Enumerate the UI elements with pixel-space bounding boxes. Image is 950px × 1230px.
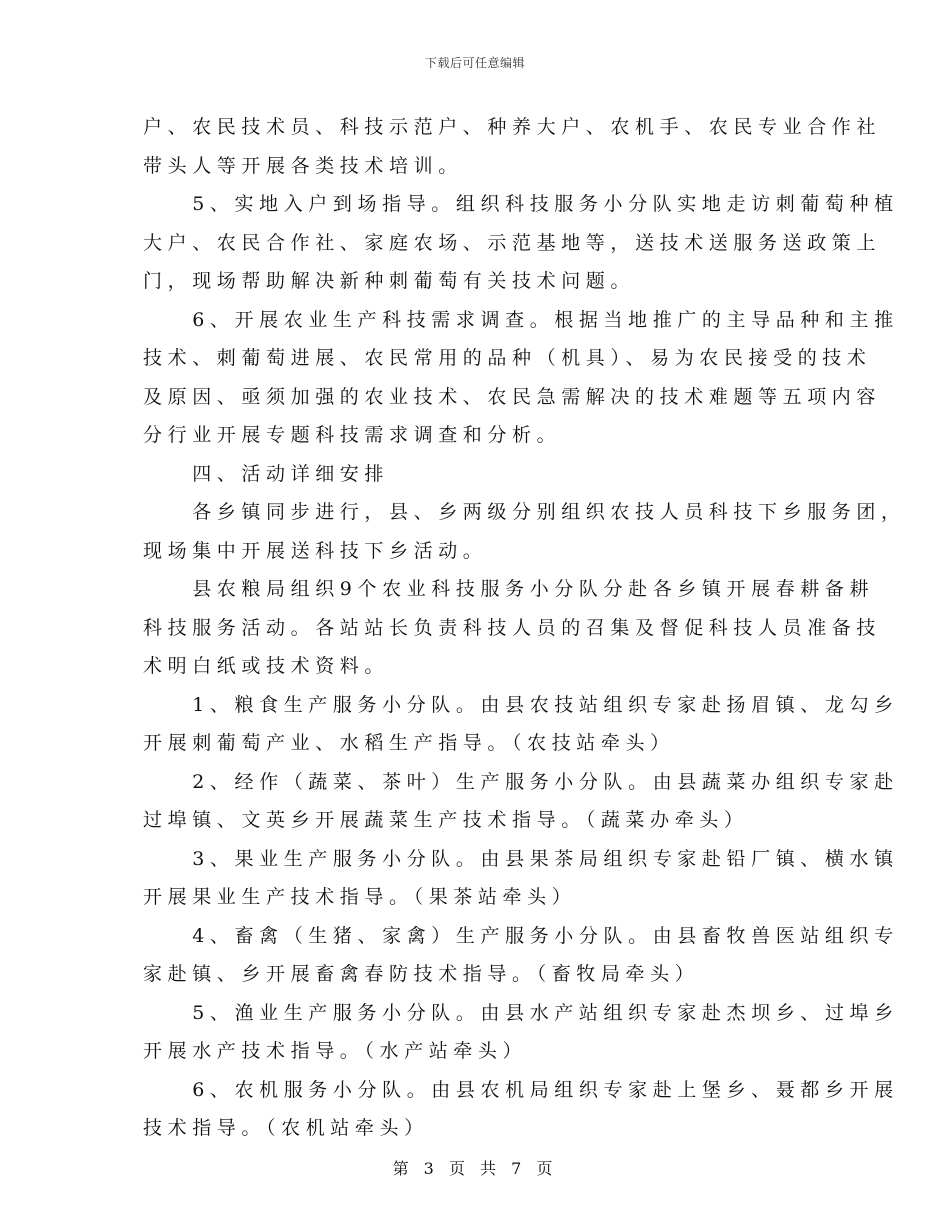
text-line: 门，现场帮助解决新种刺葡萄有关技术问题。 bbox=[143, 270, 636, 292]
text-line: 过埠镇、文英乡开展蔬菜生产技术指导。（蔬菜办牵头） bbox=[143, 809, 749, 831]
text-line: 6、开展农业生产科技需求调查。根据当地推广的主导品种和主推 bbox=[143, 308, 899, 331]
text-line: 1、粮食生产服务小分队。由县农技站组织专家赴扬眉镇、龙勾乡 bbox=[143, 693, 899, 716]
text-line: 6、农机服务小分队。由县农机局组织专家赴上堡乡、聂都乡开展 bbox=[143, 1078, 899, 1101]
text-line: 科技服务活动。各站站长负责科技人员的召集及督促科技人员准备技 bbox=[143, 616, 882, 639]
text-line: 技术、刺葡萄进展、农民常用的品种（机具）、易为农民接受的技术 bbox=[143, 347, 872, 369]
section-heading: 四、活动详细安排 bbox=[143, 462, 390, 485]
text-line: 家赴镇、乡开展畜禽春防技术指导。（畜牧局牵头） bbox=[143, 963, 700, 985]
text-line: 开展果业生产技术指导。（果茶站牵头） bbox=[143, 886, 577, 908]
text-line: 户、农民技术员、科技示范户、种养大户、农机手、农民专业合作社 bbox=[143, 116, 882, 138]
text-line: 各乡镇同步进行，县、乡两级分别组织农技人员科技下乡服务团， bbox=[143, 501, 906, 523]
text-line: 开展刺葡萄产业、水稻生产指导。（农技站牵头） bbox=[143, 732, 675, 754]
text-line: 3、果业生产服务小分队。由县果茶局组织专家赴铅厂镇、横水镇 bbox=[143, 847, 899, 870]
text-line: 现场集中开展送科技下乡活动。 bbox=[143, 539, 488, 562]
text-line: 4、畜禽（生猪、家禽）生产服务小分队。由县畜牧兽医站组织专 bbox=[143, 924, 899, 947]
page-header: 下载后可任意编辑 bbox=[424, 56, 525, 70]
text-line: 5、实地入户到场指导。组织科技服务小分队实地走访刺葡萄种植 bbox=[143, 193, 899, 215]
text-line: 及原因、亟须加强的农业技术、农民急需解决的技术难题等五项内容 bbox=[143, 385, 882, 408]
text-line: 5、渔业生产服务小分队。由县水产站组织专家赴杰坝乡、过埠乡 bbox=[143, 1001, 899, 1024]
document-body bbox=[143, 108, 906, 1148]
text-line: 技术指导。（农机站牵头） bbox=[143, 1117, 429, 1139]
text-line: 术明白纸或技术资料。 bbox=[143, 655, 390, 677]
text-line: 大户、农民合作社、家庭农场、示范基地等，送技术送服务送政策上 bbox=[143, 231, 882, 254]
text-line: 2、经作（蔬菜、茶叶）生产服务小分队。由县蔬菜办组织专家赴 bbox=[143, 770, 899, 793]
text-line: 带头人等开展各类技术培训。 bbox=[143, 154, 463, 177]
text-line: 县农粮局组织9个农业科技服务小分队分赴各乡镇开展春耕备耕 bbox=[143, 578, 875, 600]
text-line: 分行业开展专题科技需求调查和分析。 bbox=[143, 424, 562, 446]
page-footer: 第 3 页 共 7 页 bbox=[392, 1159, 558, 1178]
text-line: 开展水产技术指导。（水产站牵头） bbox=[143, 1040, 528, 1062]
